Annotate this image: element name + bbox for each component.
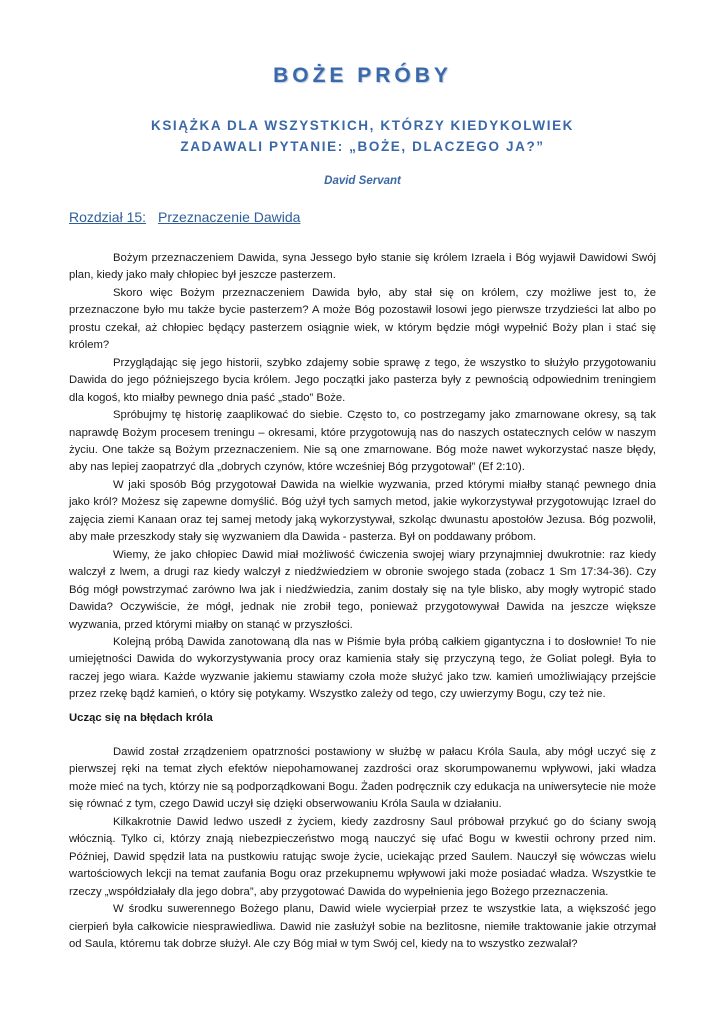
paragraph: W jaki sposób Bóg przygotował Dawida na wielkie wyzwania, przed którymi miałby stanąć pewnego dnia jako król? Możesz się zapewne domyślić. Bóg użył tych samych metod, jakie wykorzystywał przygotowując Izrael do zajęcia ziemi Kanaan oraz tej samej metody jaką wykorzystywał, szkoląc dwunastu apostołów Jezusa. Bóg pozwolił, aby małe przeszkody stały się wyzwaniem dla Dawida - pasterza. Był on poddawany próbom.: [69, 478, 656, 544]
chapter-label: Rozdział 15:: [69, 209, 147, 225]
section-heading: Ucząc się na błędach króla: [69, 712, 213, 724]
paragraph: Kolejną próbą Dawida zanotowaną dla nas w Piśmie była próbą całkiem gigantyczna i to dosłownie! To nie umiejętności Dawida do wykorzystywania procy oraz kamienia stały się przyczyną tego, że Goliat poległ. Była to raczej jego wiara. Każde wyzwanie jakiemu stawiamy czoła może służyć jako tzw. kamień umożliwiający przejście przez rzekę bądź kamień, o który się potykamy. Wszystko zależy od tego, czy uwierzymy Bogu, czy też nie.: [69, 635, 656, 701]
paragraph: Przyglądając się jego historii, szybko zdajemy sobie sprawę z tego, że wszystko to służyło przygotowaniu Dawida do jego późniejszego bycia królem. Jego początki jako pasterza były z pewnością odpowiednim treningiem dla kogoś, kto miałby pewnego dnia paść „stado” Boże.: [69, 356, 656, 404]
page-title: BOŻE PRÓBY: [273, 64, 452, 87]
paragraph: Dawid został zrządzeniem opatrzności postawiony w służbę w pałacu Króla Saula, aby mógł uczyć się z pierwszej ręki na temat złych efektów niepohamowanej zazdrości oraz skorumpowanemu wpływowi, jaki władza może mieć na tych, którzy nie są podporządkowani Bogu. Żaden podręcznik czy edukacja na uniwersytecie nie może się równać z tym, czego Dawid uczył się dzięki obserwowaniu Króla Saula w działaniu.: [69, 746, 656, 811]
chapter-heading: [69, 209, 669, 225]
chapter-body: [69, 250, 656, 704]
author-name: David Servant: [324, 175, 401, 187]
paragraph: Wiemy, że jako chłopiec Dawid miał możliwość ćwiczenia swojej wiary przynajmniej dwukrotnie: raz kiedy walczył z lwem, a drugi raz kiedy walczył z niedźwiedziem w obronie swojego stada (zobacz 1 Sm 17:34-36). Czy Bóg mógł powstrzymać zarówno lwa jak i niedźwiedzia, zanim dostały się na tyle blisko, aby mogły wytropić stado Dawida? Oczywiście, że mógł, jednak nie zrobił tego, ponieważ przygotowywał Dawida na jeszcze większe wyzwania, przed którymi miałby on stanąć w przyszłości.: [69, 548, 656, 631]
paragraph: W środku suwerennego Bożego planu, Dawid wiele wycierpiał przez te wszystkie lata, a większość jego cierpień była całkowicie niesprawiedliwa. Dawid nie zasłużył sobie na bezlitosne, niemiłe traktowanie jakie otrzymał od Saula, któremu tak dobrze służył. Ale czy Bóg miał w tym Swój cel, kiedy na to wszystko zezwalał?: [69, 903, 656, 950]
paragraph: Spróbujmy tę historię zaaplikować do siebie. Często to, co postrzegamy jako zmarnowane okresy, są tak naprawdę Bożym procesem treningu – okresami, które przygotowują nas do naszych ostatecznych celów w naszym życiu. One także są Bożym przeznaczeniem. Nie są one zmarnowane. Bóg może nawet wykorzystać nasze błędy, aby nas lepiej zaopatrzyć dla „dobrych czynów, które wcześniej Bóg przygotował” (Ef 2:10).: [69, 409, 656, 474]
chapter-title: Przeznaczenie Dawida: [158, 209, 301, 225]
subtitle: [0, 115, 725, 157]
paragraph: Kilkakrotnie Dawid ledwo uszedł z życiem, kiedy zazdrosny Saul próbował przykuć go do ściany swoją włócznią. Tylko ci, którzy znają niebezpieczeństwo mogą nauczyć się ufać Bogu w kwestii ochrony przed nim. Później, Dawid spędził lata na pustkowiu ratując swoje życie, uciekając przed Saulem. Nauczył się wówczas wielu wartościowych lekcji na temat zaufania Bogu oraz przekupnemu wpływowi jaki może posiadać władza. Wszystkie te rzeczy „współdziałały dla jego dobra”, aby przygotować Dawida do wypełnienia jego Bożego przeznaczenia.: [69, 815, 656, 898]
paragraph: Bożym przeznaczeniem Dawida, syna Jessego było stanie się królem Izraela i Bóg wyjawił Dawidowi Swój plan, kiedy jako mały chłopiec był jeszcze pasterzem.: [69, 252, 656, 282]
section-body: [69, 744, 656, 953]
paragraph: Skoro więc Bożym przeznaczeniem Dawida było, aby stał się on królem, czy możliwe jest to, że przeznaczone było mu także bycie pasterzem? A może Bóg pozostawił losowi jego pierwsze trzydzieści lat albo po prostu czekał, aż chłopiec będący pasterzem osiągnie wiek, w którym będzie mógł wypełnić Boży plan i stać się królem?: [69, 286, 656, 352]
subtitle-line: ZADAWALI PYTANIE: „BOŻE, DLACZEGO JA?”: [180, 139, 545, 154]
subtitle-line: KSIĄŻKA DLA WSZYSTKICH, KTÓRZY KIEDYKOLWIEK: [150, 118, 575, 133]
